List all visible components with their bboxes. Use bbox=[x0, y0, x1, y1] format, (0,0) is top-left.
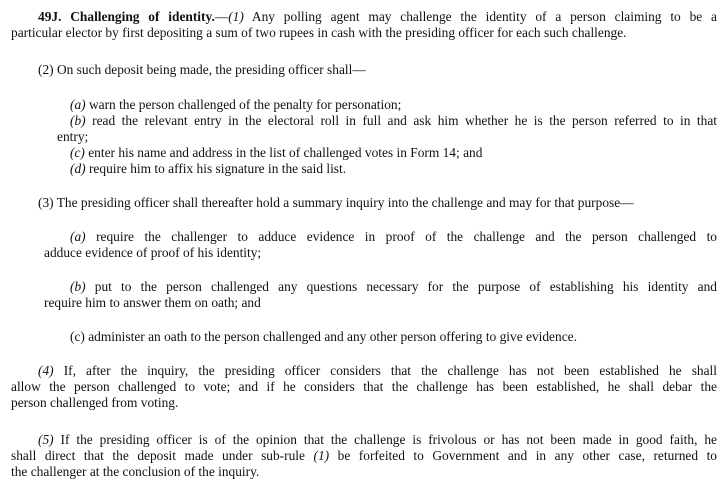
para-3-intro: (3) The presiding officer shall thereafter hold a summary inquiry into the challenge and may for that purpose— bbox=[38, 195, 634, 210]
para-1-number: (1) bbox=[228, 9, 244, 24]
rule-heading-line: 49J. Challenging of identity.—(1) Any polling agent may challenge the identity of a person claiming to be a bbox=[38, 9, 717, 24]
item-a-label: (a) bbox=[70, 97, 86, 112]
para-2-intro: (2) On such deposit being made, the presiding officer shall— bbox=[38, 62, 366, 77]
para-5-number: (5) bbox=[38, 432, 54, 447]
para-3-item-b-line-1: (b) put to the person challenged any questions necessary for the purpose of establishing his identity and bbox=[70, 279, 717, 294]
para-4-line-2: allow the person challenged to vote; and if he considers that the challenge has been established, he shall debar the bbox=[11, 379, 717, 394]
sub-rule-reference: (1) bbox=[313, 448, 330, 463]
para-2-item-c: (c) enter his name and address in the list of challenged votes in Form 14; and bbox=[70, 145, 483, 160]
para-3-item-a-line-2: adduce evidence of proof of his identity; bbox=[44, 245, 262, 260]
para-2-item-d: (d) require him to affix his signature in the said list. bbox=[70, 161, 347, 176]
para-2-item-b-line-2: entry; bbox=[57, 129, 89, 144]
para-5-line-2: shall direct that the deposit made under sub-rule (1) be forfeited to Government and in any other case, returned to bbox=[11, 448, 718, 463]
para-2-item-a: (a) warn the person challenged of the penalty for personation; bbox=[70, 97, 402, 112]
rule-title: 49J. Challenging of identity. bbox=[38, 9, 215, 24]
para-4-line-1: (4) If, after the inquiry, the presiding officer considers that the challenge has not been established he shall bbox=[38, 363, 717, 378]
para-3-item-a-line-1: (a) require the challenger to adduce evidence in proof of the challenge and the person challenged to bbox=[70, 229, 717, 244]
para-2-item-b-line-1: (b) read the relevant entry in the electoral roll in full and ask him whether he is the person referred to in that bbox=[70, 113, 717, 128]
item-a-label: (a) bbox=[70, 229, 86, 244]
item-b-label: (b) bbox=[70, 279, 86, 294]
para-5-line-1: (5) If the presiding officer is of the opinion that the challenge is frivolous or has not been made in good faith, he bbox=[38, 432, 717, 447]
para-5-line-3: the challenger at the conclusion of the inquiry. bbox=[11, 464, 260, 479]
item-d-label: (d) bbox=[70, 161, 86, 176]
para-4-number: (4) bbox=[38, 363, 54, 378]
para-1-line-2: particular elector by first depositing a sum of two rupees in cash with the presiding officer for each such challenge. bbox=[11, 25, 627, 40]
item-b-label: (b) bbox=[70, 113, 86, 128]
para-3-item-c: (c) administer an oath to the person challenged and any other person offering to give evidence. bbox=[70, 329, 577, 344]
item-c-label: (c) bbox=[70, 145, 85, 160]
para-3-item-b-line-2: require him to answer them on oath; and bbox=[44, 295, 261, 310]
para-1-line-1: Any polling agent may challenge the identity of a person claiming to be a bbox=[243, 9, 717, 24]
para-4-line-3: person challenged from voting. bbox=[11, 395, 179, 410]
